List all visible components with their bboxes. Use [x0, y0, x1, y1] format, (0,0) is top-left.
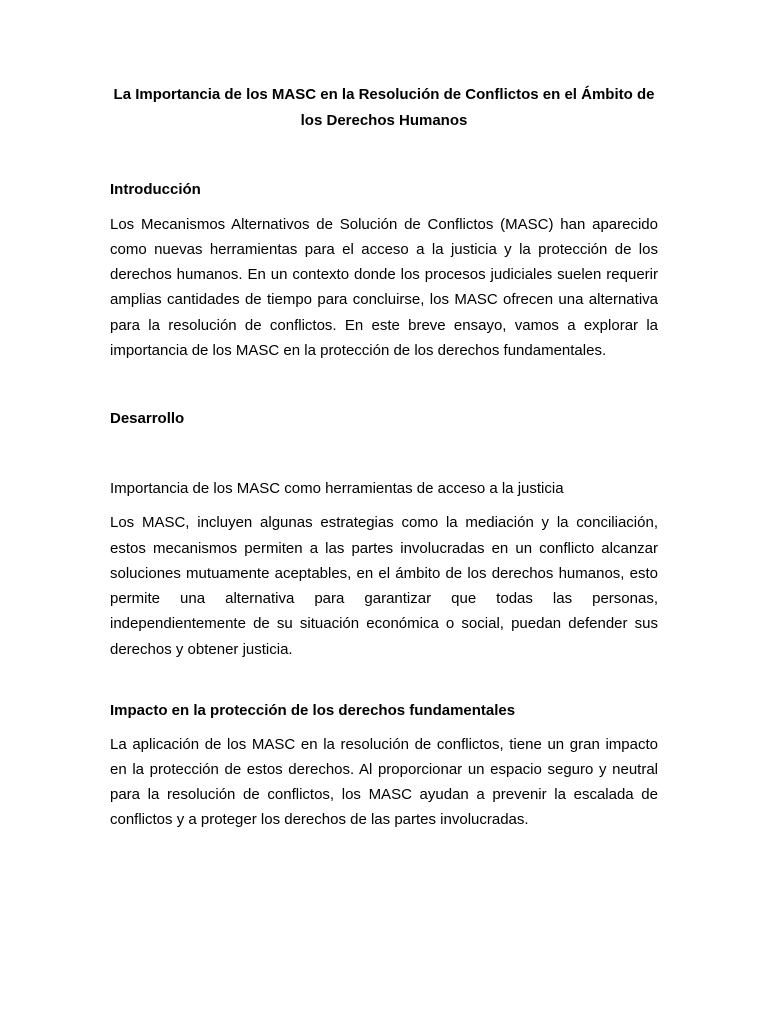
introduction-paragraph: Los Mecanismos Alternativos de Solución de Conflictos (MASC) han aparecido como nuevas herramientas para el acceso a la justicia y la protección de los derechos humanos. En un contexto donde los procesos judiciales suelen requerir amplias cantidades de tiempo para concluirse, los MASC ofrecen una alternativa para la resolución de conflictos. En este breve ensayo, vamos a explorar la importancia de los MASC en la protección de los derechos fundamentales. [110, 215, 658, 359]
impact-heading: Impacto en la protección de los derechos fundamentales [110, 702, 516, 720]
introduction-heading: Introducción [110, 181, 201, 198]
document-body [110, 82, 658, 833]
access-to-justice-paragraph: Los MASC, incluyen algunas estrategias como la mediación y la conciliación, estos mecanismos permiten a las partes involucradas en un conflicto alcanzar soluciones mutuamente aceptables, en el ámbito de los derechos humanos, esto permite una alternativa para garantizar que todas las personas, independientemente de su situación económica o social, puedan defender sus derechos y obtener justicia. [110, 514, 658, 658]
development-heading: Desarrollo [110, 410, 185, 428]
access-to-justice-subheading: Importancia de los MASC como herramientas de acceso a la justicia [110, 479, 564, 497]
impact-paragraph: La aplicación de los MASC en la resolución de conflictos, tiene un gran impacto en la protección de estos derechos. Al proporcionar un espacio seguro y neutral para la resolución de conflictos, los MASC ayudan a prevenir la escalada de conflictos y a proteger los derechos de las partes involucradas. [110, 735, 658, 829]
document-title: La Importancia de los MASC en la Resolución de Conflictos en el Ámbito de los Derechos Humanos [113, 86, 655, 129]
